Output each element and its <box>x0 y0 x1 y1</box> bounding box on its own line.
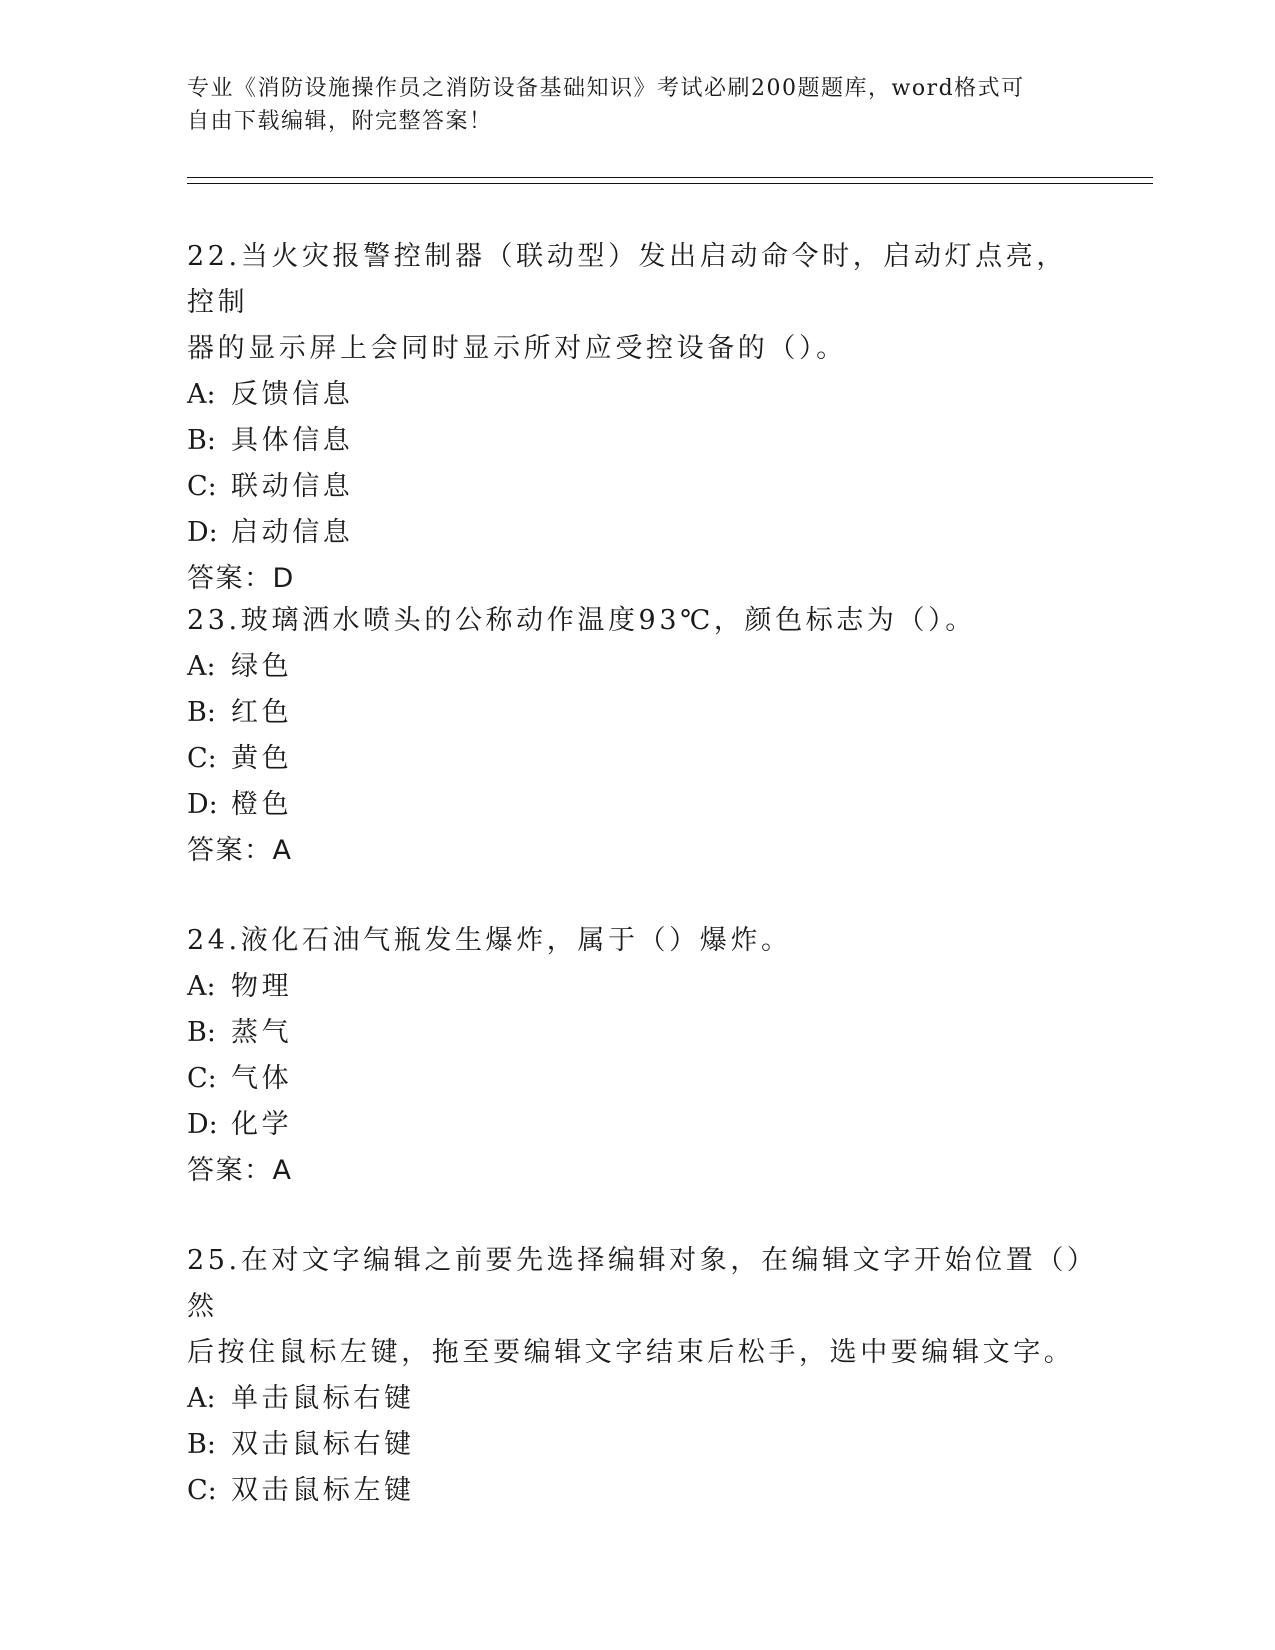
option-text: 化学 <box>231 1109 293 1140</box>
question-stem-line-2: 后按住鼠标左键，拖至要编辑文字结束后松手，选中要编辑文字。 <box>187 1337 1075 1368</box>
option-c <box>187 736 1087 782</box>
option-text: 气体 <box>231 1063 293 1094</box>
option-b <box>187 1010 1087 1056</box>
header-line-1: 专业《消防设施操作员之消防设备基础知识》考试必刷200题题库，word格式可 <box>187 76 1025 101</box>
option-key: C: <box>187 743 217 774</box>
option-d <box>187 1102 1087 1148</box>
option-text: 具体信息 <box>231 425 354 456</box>
option-b <box>187 418 1087 464</box>
question-stem-line-2: 器的显示屏上会同时显示所对应受控设备的（）。 <box>187 333 847 364</box>
option-key: A: <box>187 651 216 682</box>
option-key: D: <box>187 789 218 820</box>
option-key: A: <box>187 1383 216 1414</box>
header-divider-top <box>187 177 1153 178</box>
answer-line: 答案：D <box>187 563 295 594</box>
question-23 <box>187 598 1087 874</box>
document-header <box>187 72 1087 138</box>
option-c <box>187 464 1087 510</box>
answer-line: 答案：A <box>187 835 293 866</box>
option-key: D: <box>187 517 218 548</box>
option-text: 蒸气 <box>231 1017 293 1048</box>
option-text: 启动信息 <box>231 517 354 548</box>
question-22 <box>187 234 1087 602</box>
option-key: B: <box>187 1017 216 1048</box>
question-stem: 24.液化石油气瓶发生爆炸，属于（）爆炸。 <box>187 925 792 956</box>
option-text: 红色 <box>231 697 293 728</box>
option-key: A: <box>187 971 216 1002</box>
option-text: 双击鼠标左键 <box>231 1475 415 1506</box>
header-line-2: 自由下载编辑，附完整答案！ <box>187 109 493 134</box>
option-text: 橙色 <box>231 789 293 820</box>
question-stem-line-1: 25.在对文字编辑之前要先选择编辑对象，在编辑文字开始位置（）然 <box>187 1245 1085 1322</box>
option-c <box>187 1468 1087 1514</box>
option-key: C: <box>187 1475 217 1506</box>
option-key: D: <box>187 1109 218 1140</box>
option-b <box>187 1422 1087 1468</box>
option-key: B: <box>187 425 216 456</box>
option-key: A: <box>187 379 216 410</box>
option-text: 双击鼠标右键 <box>231 1429 415 1460</box>
option-key: B: <box>187 697 216 728</box>
option-a <box>187 1376 1087 1422</box>
question-stem-line-1: 22.当火灾报警控制器（联动型）发出启动命令时，启动灯点亮，控制 <box>187 241 1067 318</box>
option-key: B: <box>187 1429 216 1460</box>
option-a <box>187 372 1087 418</box>
option-key: C: <box>187 1063 217 1094</box>
option-a <box>187 644 1087 690</box>
option-text: 绿色 <box>231 651 293 682</box>
option-a <box>187 964 1087 1010</box>
question-stem <box>187 234 1087 372</box>
option-key: C: <box>187 471 217 502</box>
header-divider-bottom <box>187 183 1153 184</box>
option-c <box>187 1056 1087 1102</box>
option-text: 单击鼠标右键 <box>231 1383 415 1414</box>
option-b <box>187 690 1087 736</box>
option-d <box>187 782 1087 828</box>
question-25 <box>187 1238 1087 1514</box>
option-text: 联动信息 <box>231 471 354 502</box>
answer-line: 答案：A <box>187 1155 293 1186</box>
question-24 <box>187 918 1087 1194</box>
option-text: 物理 <box>231 971 293 1002</box>
question-stem: 23.玻璃洒水喷头的公称动作温度93℃，颜色标志为（）。 <box>187 605 976 636</box>
option-d <box>187 510 1087 556</box>
option-text: 黄色 <box>231 743 293 774</box>
question-stem <box>187 1238 1087 1376</box>
option-text: 反馈信息 <box>231 379 354 410</box>
